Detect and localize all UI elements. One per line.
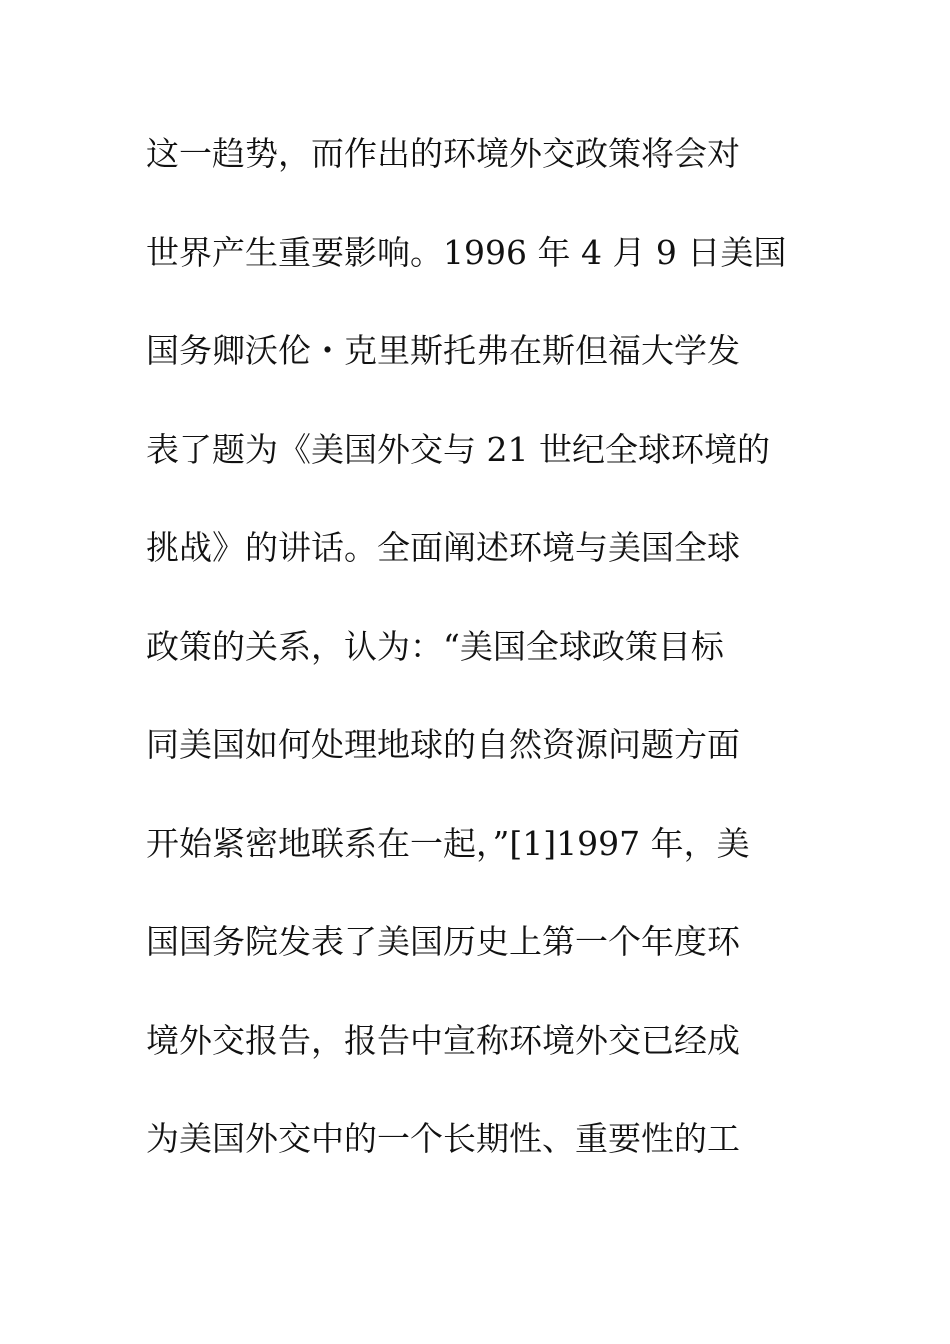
text-line: 国国务院发表了美国历史上第一个年度环 [146,922,740,961]
text-line: 国务卿沃伦・克里斯托弗在斯但福大学发 [146,331,740,370]
text-line: 为美国外交中的一个长期性、重要性的工 [146,1119,740,1158]
text-line: 开始紧密地联系在一起，”[1]1997 年，美 [146,823,750,863]
text-line: 同美国如何处理地球的自然资源问题方面 [146,725,740,764]
text-line: 境外交报告，报告中宣称环境外交已经成 [146,1020,740,1060]
text-line: 这一趋势，而作出的环境外交政策将会对 [146,134,740,173]
text-line: 挑战》的讲话。全面阐述环境与美国全球 [146,528,740,567]
text-line: 政策的关系，认为：“美国全球政策目标 [146,626,724,666]
text-line: 世界产生重要影响。1996 年 4 月 9 日美国 [146,232,787,272]
text-line: 表了题为《美国外交与 21 世纪全球环境的 [146,429,770,469]
body-text [146,130,826,1214]
